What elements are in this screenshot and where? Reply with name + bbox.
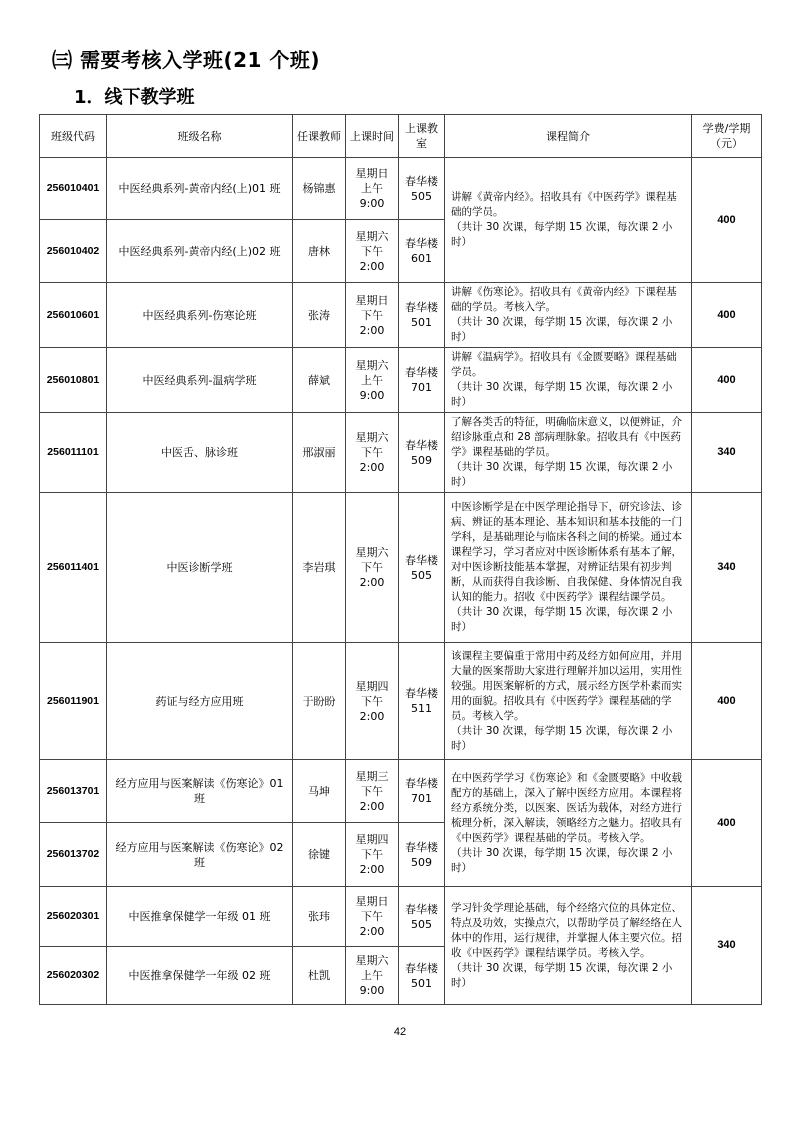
classroom-cell <box>399 158 445 220</box>
schedule-day: 星期六 <box>355 431 389 444</box>
classroom-building: 春华楼 <box>405 366 438 379</box>
classroom-number: 601 <box>411 252 432 265</box>
class-code-cell: 256011101 <box>40 413 107 493</box>
schedule-cell <box>346 887 399 947</box>
teacher-cell: 邢淑丽 <box>293 413 346 493</box>
classroom-number: 701 <box>411 792 432 805</box>
schedule-cell <box>346 283 399 348</box>
class-code-cell: 256020301 <box>40 887 107 947</box>
class-name-cell: 中医推拿保健学一年级 02 班 <box>107 947 293 1005</box>
table-row <box>40 283 762 348</box>
schedule-day: 星期四 <box>355 679 389 693</box>
schedule-time: 下午 2:00 <box>359 848 385 876</box>
schedule-time: 下午 2:00 <box>359 308 385 337</box>
classroom-number: 501 <box>411 316 432 329</box>
course-intro-cell <box>445 158 692 283</box>
teacher-cell: 马坤 <box>293 760 346 823</box>
schedule-day: 星期六 <box>355 546 389 559</box>
teacher-cell: 薛斌 <box>293 348 346 413</box>
table-row <box>40 413 762 493</box>
course-intro-text: （共计 30 次课，每学期 15 次课，每次课 2 小时） <box>451 221 673 248</box>
class-code-cell: 256010601 <box>40 283 107 348</box>
tuition-fee-cell: 340 <box>692 887 762 1005</box>
classroom-building: 春华楼 <box>405 237 438 250</box>
header-time: 上课时间 <box>346 115 399 158</box>
class-code-cell: 256020302 <box>40 947 107 1005</box>
course-intro-text: 该课程主要偏重于常用中药及经方如何应用，并用大量的医案帮助大家进行理解并加以运用，实用性较强。用医案解析的方式，展示经方医学朴素而实用的面貌。招收具有《中医药学》课程基础的学员。考核入学。 <box>451 649 682 722</box>
classroom-number: 511 <box>411 702 432 715</box>
course-intro-cell <box>445 348 692 413</box>
schedule-time: 上午 9:00 <box>359 373 385 402</box>
class-code-cell: 256010801 <box>40 348 107 413</box>
class-name-cell: 中医经典系列-伤寒论班 <box>107 283 293 348</box>
class-code-cell: 256011901 <box>40 643 107 760</box>
table-row <box>40 643 762 760</box>
class-name-cell: 中医推拿保健学一年级 01 班 <box>107 887 293 947</box>
schedule-time: 下午 2:00 <box>359 244 385 273</box>
classroom-number: 509 <box>411 453 432 467</box>
header-teacher: 任课教师 <box>293 115 346 158</box>
classroom-cell <box>399 887 445 947</box>
classroom-building: 春华楼 <box>405 902 438 916</box>
schedule-time: 上午 9:00 <box>359 969 385 997</box>
classroom-number: 501 <box>411 976 432 990</box>
classroom-cell <box>399 947 445 1005</box>
course-intro-text: （共计 30 次课，每学期 15 次课，每次课 2 小时） <box>451 724 673 752</box>
schedule-time: 下午 2:00 <box>359 784 385 813</box>
teacher-cell: 杨锦惠 <box>293 158 346 220</box>
course-table <box>39 114 762 1005</box>
table-row <box>40 760 762 823</box>
schedule-time: 下午 2:00 <box>359 694 385 723</box>
classroom-building: 春华楼 <box>405 961 438 975</box>
course-intro-text: （共计 30 次课，每学期 15 次课，每次课 2 小时） <box>451 316 673 343</box>
schedule-cell <box>346 823 399 887</box>
teacher-cell: 张玮 <box>293 887 346 947</box>
tuition-fee-cell: 400 <box>692 348 762 413</box>
classroom-building: 春华楼 <box>405 438 438 452</box>
table-row <box>40 348 762 413</box>
course-intro-text: （共计 30 次课，每学期 15 次课，每次课 2 小时） <box>451 846 673 874</box>
schedule-cell <box>346 643 399 760</box>
schedule-cell <box>346 947 399 1005</box>
header-fee: 学费/学期（元） <box>692 115 762 158</box>
tuition-fee-cell: 400 <box>692 643 762 760</box>
classroom-cell <box>399 348 445 413</box>
classroom-number: 505 <box>411 917 432 931</box>
classroom-number: 701 <box>411 381 432 394</box>
schedule-day: 星期日 <box>355 293 389 307</box>
class-name-cell: 中医经典系列-黄帝内经(上)02 班 <box>107 220 293 283</box>
course-intro-text: 讲解《伤寒论》。招收具有《黄帝内经》下课程基础的学员。考核入学。 <box>451 286 677 313</box>
classroom-number: 505 <box>411 568 432 582</box>
schedule-cell <box>346 493 399 643</box>
classroom-building: 春华楼 <box>405 174 438 188</box>
class-name-cell: 药证与经方应用班 <box>107 643 293 760</box>
class-name-cell: 中医舌、脉诊班 <box>107 413 293 493</box>
class-name-cell: 经方应用与医案解读《伤寒论》02 班 <box>107 823 293 887</box>
classroom-cell <box>399 220 445 283</box>
course-intro-text: （共计 30 次课，每学期 15 次课，每次课 2 小时） <box>451 961 673 989</box>
schedule-cell <box>346 760 399 823</box>
schedule-day: 星期日 <box>355 895 389 908</box>
schedule-time: 下午 2:00 <box>359 910 385 938</box>
schedule-day: 星期六 <box>355 229 389 243</box>
teacher-cell: 杜凯 <box>293 947 346 1005</box>
course-intro-text: （共计 30 次课，每学期 15 次课，每次课 2 小时） <box>451 461 673 488</box>
teacher-cell: 张涛 <box>293 283 346 348</box>
course-intro-text: 学习针灸学理论基础，每个经络穴位的具体定位、特点及功效，实操点穴，以帮助学员了解经络在人体中的作用，运行规律，并掌握人体主要穴位。招收《中医药学》课程结课学员。考核入学。 <box>451 901 682 959</box>
class-name-cell: 经方应用与医案解读《伤寒论》01 班 <box>107 760 293 823</box>
schedule-day: 星期三 <box>355 769 389 783</box>
teacher-cell: 李岩琪 <box>293 493 346 643</box>
class-code-cell: 256010401 <box>40 158 107 220</box>
page-number: 42 <box>393 1026 407 1038</box>
course-intro-cell <box>445 760 692 887</box>
class-code-cell: 256013702 <box>40 823 107 887</box>
table-row <box>40 158 762 220</box>
tuition-fee-cell: 400 <box>692 760 762 887</box>
schedule-cell <box>346 158 399 220</box>
classroom-building: 春华楼 <box>405 840 438 854</box>
class-code-cell: 256011401 <box>40 493 107 643</box>
classroom-number: 505 <box>411 189 432 203</box>
header-name: 班级名称 <box>107 115 293 158</box>
course-intro-text: 讲解《黄帝内经》。招收具有《中医药学》课程基础的学员。 <box>451 191 677 218</box>
schedule-day: 星期六 <box>355 954 389 967</box>
classroom-building: 春华楼 <box>405 687 438 700</box>
tuition-fee-cell: 400 <box>692 158 762 283</box>
table-header-row <box>40 115 762 158</box>
course-intro-cell <box>445 413 692 493</box>
classroom-building: 春华楼 <box>405 777 438 790</box>
schedule-cell <box>346 220 399 283</box>
classroom-cell <box>399 413 445 493</box>
schedule-cell <box>346 413 399 493</box>
teacher-cell: 于盼盼 <box>293 643 346 760</box>
classroom-cell <box>399 760 445 823</box>
classroom-cell <box>399 283 445 348</box>
class-name-cell: 中医经典系列-温病学班 <box>107 348 293 413</box>
course-intro-text: （共计 30 次课，每学期 15 次课，每次课 2 小时） <box>451 606 673 633</box>
header-code: 班级代码 <box>40 115 107 158</box>
table-row <box>40 887 762 947</box>
table-body <box>40 158 762 1005</box>
schedule-day: 星期六 <box>355 358 389 372</box>
course-intro-cell <box>445 493 692 643</box>
classroom-building: 春华楼 <box>405 301 438 314</box>
classroom-number: 509 <box>411 855 432 869</box>
header-room: 上课教室 <box>399 115 445 158</box>
teacher-cell: 唐林 <box>293 220 346 283</box>
schedule-day: 星期四 <box>355 833 389 846</box>
course-intro-text: 中医诊断学是在中医学理论指导下，研究诊法、诊病、辨证的基本理论、基本知识和基本技能的一门学科，是基础理论与临床各科之间的桥梁。通过本课程学习，学习者应对中医诊断体系有基本了解，对中医诊断技能基本掌握，对辨证结果有初步判断，从而获得自我诊断、自我保健、身体情况自我认知的能力。招收《中医药学》课程结课学员。 <box>451 501 682 603</box>
course-intro-text: （共计 30 次课，每学期 15 次课，每次课 2 小时） <box>451 381 673 408</box>
schedule-cell <box>346 348 399 413</box>
classroom-cell <box>399 823 445 887</box>
course-intro-cell <box>445 283 692 348</box>
schedule-time: 下午 2:00 <box>359 446 385 474</box>
teacher-cell: 徐键 <box>293 823 346 887</box>
course-intro-cell <box>445 643 692 760</box>
schedule-time: 上午 9:00 <box>359 182 385 210</box>
subsection-title: 1．线下教学班 <box>74 87 195 108</box>
schedule-day: 星期日 <box>355 167 389 180</box>
class-code-cell: 256010402 <box>40 220 107 283</box>
course-intro-text: 在中医药学学习《伤寒论》和《金匮要略》中收载配方的基础上，深入了解中医经方应用。本课程将经方系统分类，以医案、医话为载体，对经方进行梳理分析，深入解读，领略经方之魅力。招收具有《中医药学》课程基础的学员。考核入学。 <box>451 771 682 844</box>
course-intro-cell <box>445 887 692 1005</box>
course-intro-text: 讲解《温病学》。招收具有《金匮要略》课程基础学员。 <box>451 351 677 378</box>
header-intro: 课程简介 <box>445 115 692 158</box>
classroom-building: 春华楼 <box>405 553 438 567</box>
tuition-fee-cell: 340 <box>692 413 762 493</box>
classroom-cell <box>399 643 445 760</box>
table-row <box>40 493 762 643</box>
course-intro-text: 了解各类舌的特征，明确临床意义，以便辨证，介绍诊脉重点和 28 部病理脉象。招收具有《中医药学》课程基础的学员。 <box>451 416 682 458</box>
class-code-cell: 256013701 <box>40 760 107 823</box>
tuition-fee-cell: 340 <box>692 493 762 643</box>
section-title: ㈢ 需要考核入学班(21 个班) <box>52 48 321 72</box>
class-name-cell: 中医诊断学班 <box>107 493 293 643</box>
class-name-cell: 中医经典系列-黄帝内经(上)01 班 <box>107 158 293 220</box>
schedule-time: 下午 2:00 <box>359 561 385 589</box>
classroom-cell <box>399 493 445 643</box>
tuition-fee-cell: 400 <box>692 283 762 348</box>
